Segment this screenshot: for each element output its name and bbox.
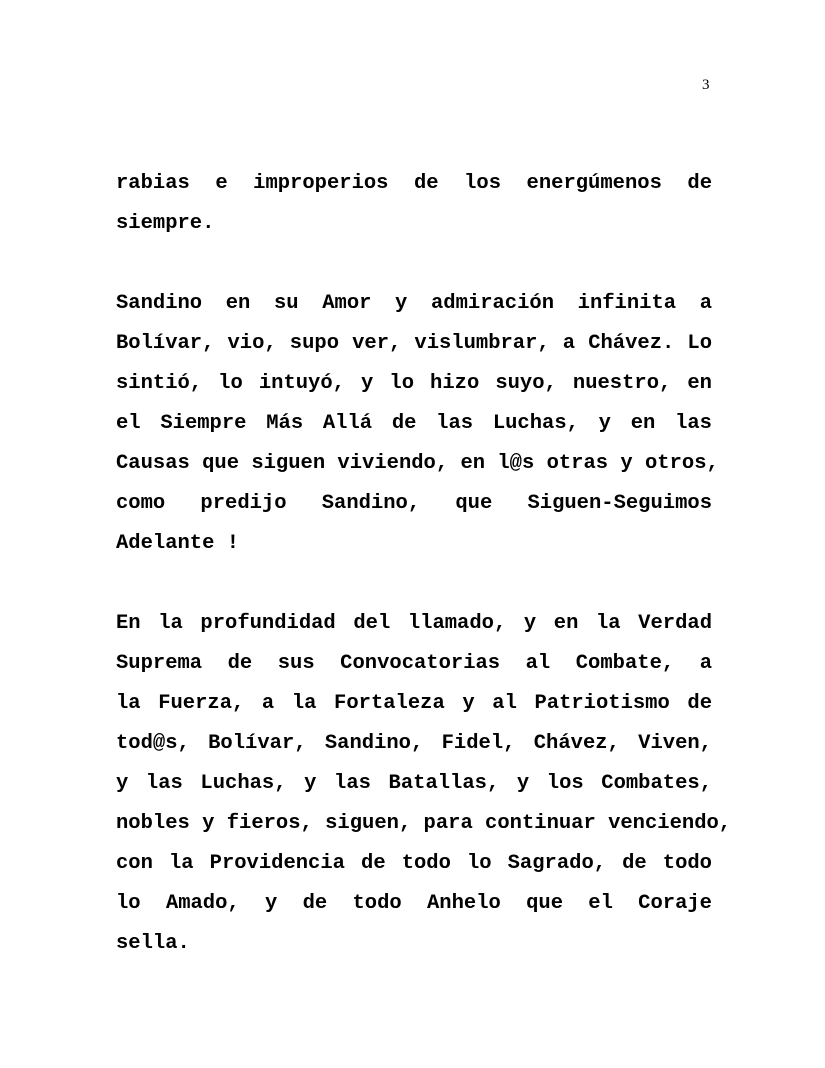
text-line: la Fuerza, a la Fortaleza y al Patriotismo de: [116, 692, 712, 715]
text-line: lo Amado, y de todo Anhelo que el Coraje: [116, 892, 712, 915]
text-line: Adelante !: [116, 532, 240, 555]
text-line: Suprema de sus Convocatorias al Combate, a: [116, 652, 712, 675]
text-line: con la Providencia de todo lo Sagrado, de todo: [116, 852, 712, 875]
paragraph-3: [116, 604, 732, 964]
text-line: nobles y fieros, siguen, para continuar venciendo,: [116, 812, 732, 835]
paragraph-1: [116, 164, 712, 244]
text-line: y las Luchas, y las Batallas, y los Combates,: [116, 772, 712, 795]
text-line: Causas que siguen viviendo, en l@s otras y otros,: [116, 452, 719, 475]
text-line: En la profundidad del llamado, y en la Verdad: [116, 612, 712, 635]
text-line: siempre.: [116, 212, 215, 235]
text-line: Sandino en su Amor y admiración infinita a: [116, 292, 712, 315]
text-line: sintió, lo intuyó, y lo hizo suyo, nuestro, en: [116, 372, 712, 395]
text-line: como predijo Sandino, que Siguen-Seguimos: [116, 492, 712, 515]
text-line: tod@s, Bolívar, Sandino, Fidel, Chávez, Viven,: [116, 732, 712, 755]
paragraph-2: [116, 284, 719, 564]
page-number: 3: [702, 77, 710, 93]
body-text: [116, 164, 732, 964]
text-line: rabias e improperios de los energúmenos de: [116, 172, 712, 195]
text-line: Bolívar, vio, supo ver, vislumbrar, a Chávez. Lo: [116, 332, 712, 355]
text-line: sella.: [116, 932, 190, 955]
text-line: el Siempre Más Allá de las Luchas, y en las: [116, 412, 712, 435]
